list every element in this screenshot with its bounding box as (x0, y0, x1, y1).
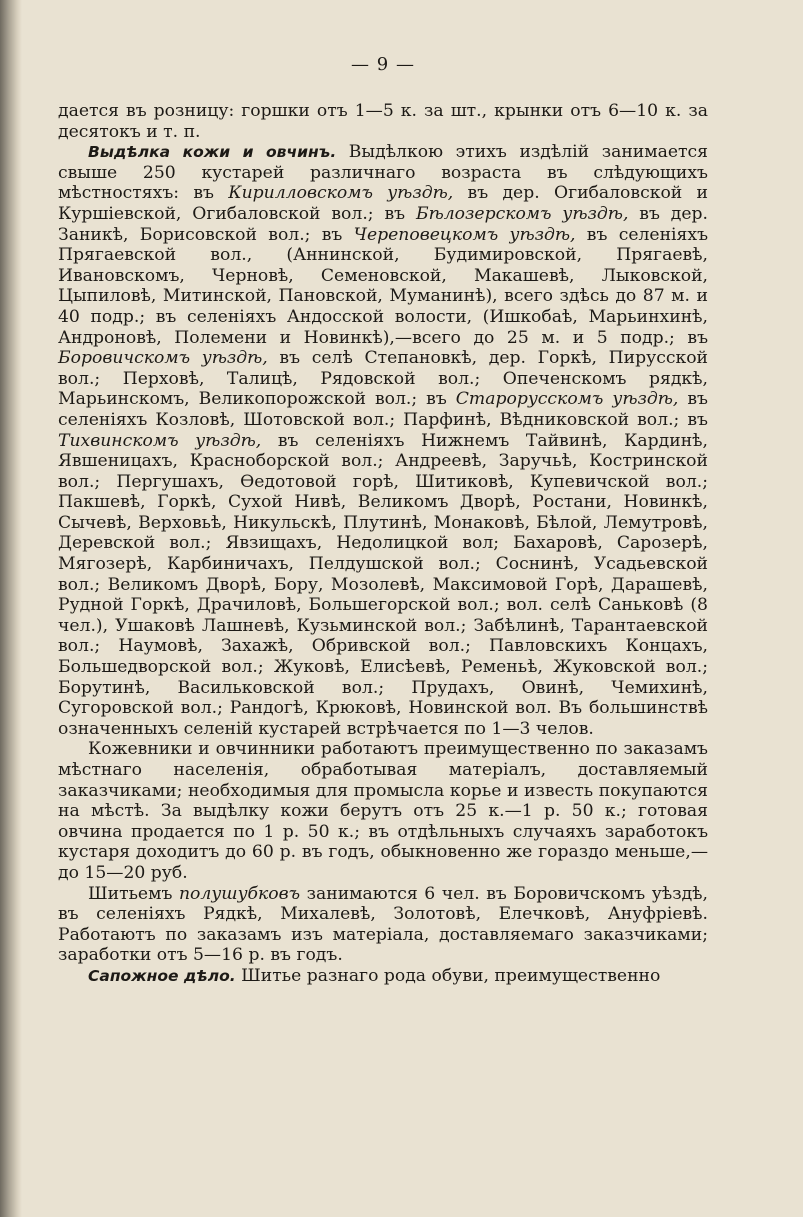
segment: въ селеніяхъ Нижнемъ Тайвинѣ, Кардинѣ, Явшеницахъ, Красноборской вол.; Андреевѣ, Заручьѣ, Костринской вол.; Пергушахъ, Ѳедотовой горѣ, Шитиковѣ, Купевичской вол.; Пакшевѣ, Горкѣ, Сухой Нивѣ, Великомъ Дворѣ, Ростани, Новинкѣ, Сычевѣ, Верховьѣ, Никульскѣ, Плутинѣ, Монаковѣ, Бѣлой, Лемутровѣ, Деревской вол.; Явзищахъ, Недолицкой вол; Бахаровѣ, Сарозерѣ, Мягозерѣ, Карбиничахъ, Пелдушской вол.; Соснинѣ, Усадьевской вол.; Великомъ Дворѣ, Бору, Мозолевѣ, Максимовой Горѣ, Дарашевѣ, Рудной Горкѣ, Драчиловѣ, Большегорской вол.; вол. селѣ Саньковѣ (8 чел.), Ушаковѣ Лашневѣ, Кузьминской вол.; Забѣлинѣ, Тарантаевской вол.; Наумовѣ, Захажѣ, Обривской вол.; Павловскихъ Концахъ, Большедворской вол.; Жуковѣ, Елисѣевѣ, Ременьѣ, Жуковской вол.; Борутинѣ, Васильковской вол.; Прудахъ, Овинѣ, Чемихинѣ, Сугоровской вол.; Рандогѣ, Крюковѣ, Новинской вол. Въ большинствѣ означенныхъ селеній кустарей встрѣчается по 1—3 челов. (58, 430, 708, 739)
district-name: Череповецкомъ уѣздѣ, (353, 224, 576, 245)
paragraph-5 (58, 966, 708, 987)
segment: въ селѣ Степановкѣ, дер. Горкѣ, Пирусской вол.; Перховѣ, Талицѣ, Рядовской вол.; Опеченскомъ рядкѣ, Марьинскомъ, Великопорожской вол.; въ (58, 348, 708, 410)
segment: Шитьемъ (88, 883, 179, 904)
section-heading-shoemaking: Сапожное дѣло. (88, 966, 236, 985)
book-page (58, 54, 708, 1204)
paragraph-4 (58, 884, 708, 966)
district-name: Кирилловскомъ уѣздѣ, (228, 183, 454, 204)
segment: въ дер. Огибаловской и Куршіевской, Огибаловской вол.; въ (58, 183, 708, 224)
paragraph-1: дается въ розницу: горшки отъ 1—5 к. за шт., крынки отъ 6—10 к. за десятокъ и т. п. (58, 101, 708, 142)
emphasis: полушубковъ (178, 883, 301, 904)
paragraph-3: Кожевники и овчинники работаютъ преимущественно по заказамъ мѣстнаго населенія, обработывая матеріалъ, доставляемый заказчиками; необходимыя для промысла корье и известь покупаются на мѣстѣ. За выдѣлку кожи берутъ отъ 25 к.—1 р. 50 к.; готовая овчина продается по 1 р. 50 к.; въ отдѣльныхъ случаяхъ заработокъ кустаря доходитъ до 60 р. въ годъ, обыкновенно же гораздо меньше,—до 15—20 руб. (58, 739, 708, 883)
page-number: — 9 — (351, 54, 415, 75)
paragraph-2 (58, 142, 708, 739)
page-body (58, 101, 708, 987)
district-name: Старорусскомъ уѣздѣ, (455, 389, 679, 410)
section-heading-leather: Выдѣлка кожи и овчинъ. (88, 143, 337, 162)
district-name: Тихвинскомъ уѣздѣ, (58, 430, 262, 451)
segment: въ селеніяхъ Прягаевской вол., (Аннинской, Будимировской, Прягаевѣ, Ивановскомъ, Черновѣ, Семеновской, Макашевѣ, Лыковской, Цыпиловѣ, Митинской, Пановской, Муманинѣ), всего здѣсь до 87 м. и 40 подр.; въ селеніяхъ Андосской волости, (Ишкобаѣ, Марьинхинѣ, Андроновѣ, Полемени и Новинкѣ),—всего до 25 м. и 5 подр.; въ (58, 224, 709, 348)
segment: въ дер. Заникѣ, Борисовской вол.; въ (58, 203, 708, 245)
segment: въ селеніяхъ Козловѣ, Шотовской вол.; Парфинѣ, Вѣдниковской вол.; въ (58, 389, 708, 430)
segment: занимаются 6 чел. въ Боровичскомъ уѣздѣ, въ селеніяхъ Рядкѣ, Михалевѣ, Золотовѣ, Елечковѣ, Ануфріевѣ. Работаютъ по заказамъ изъ матеріала, доставляемаго заказчиками; заработки отъ 5—16 р. въ годъ. (58, 883, 708, 966)
segment: Шитье разнаго рода обуви, преимущественно (235, 965, 661, 986)
book-spine-shadow (0, 0, 22, 1217)
segment: Выдѣлкою этихъ издѣлій занимается свыше 250 кустарей различнаго возраста въ слѣдующихъ мѣстностяхъ: въ (58, 142, 708, 204)
district-name: Боровичскомъ уѣздѣ, (58, 348, 268, 369)
district-name: Бѣлозерскомъ уѣздѣ, (415, 203, 629, 224)
